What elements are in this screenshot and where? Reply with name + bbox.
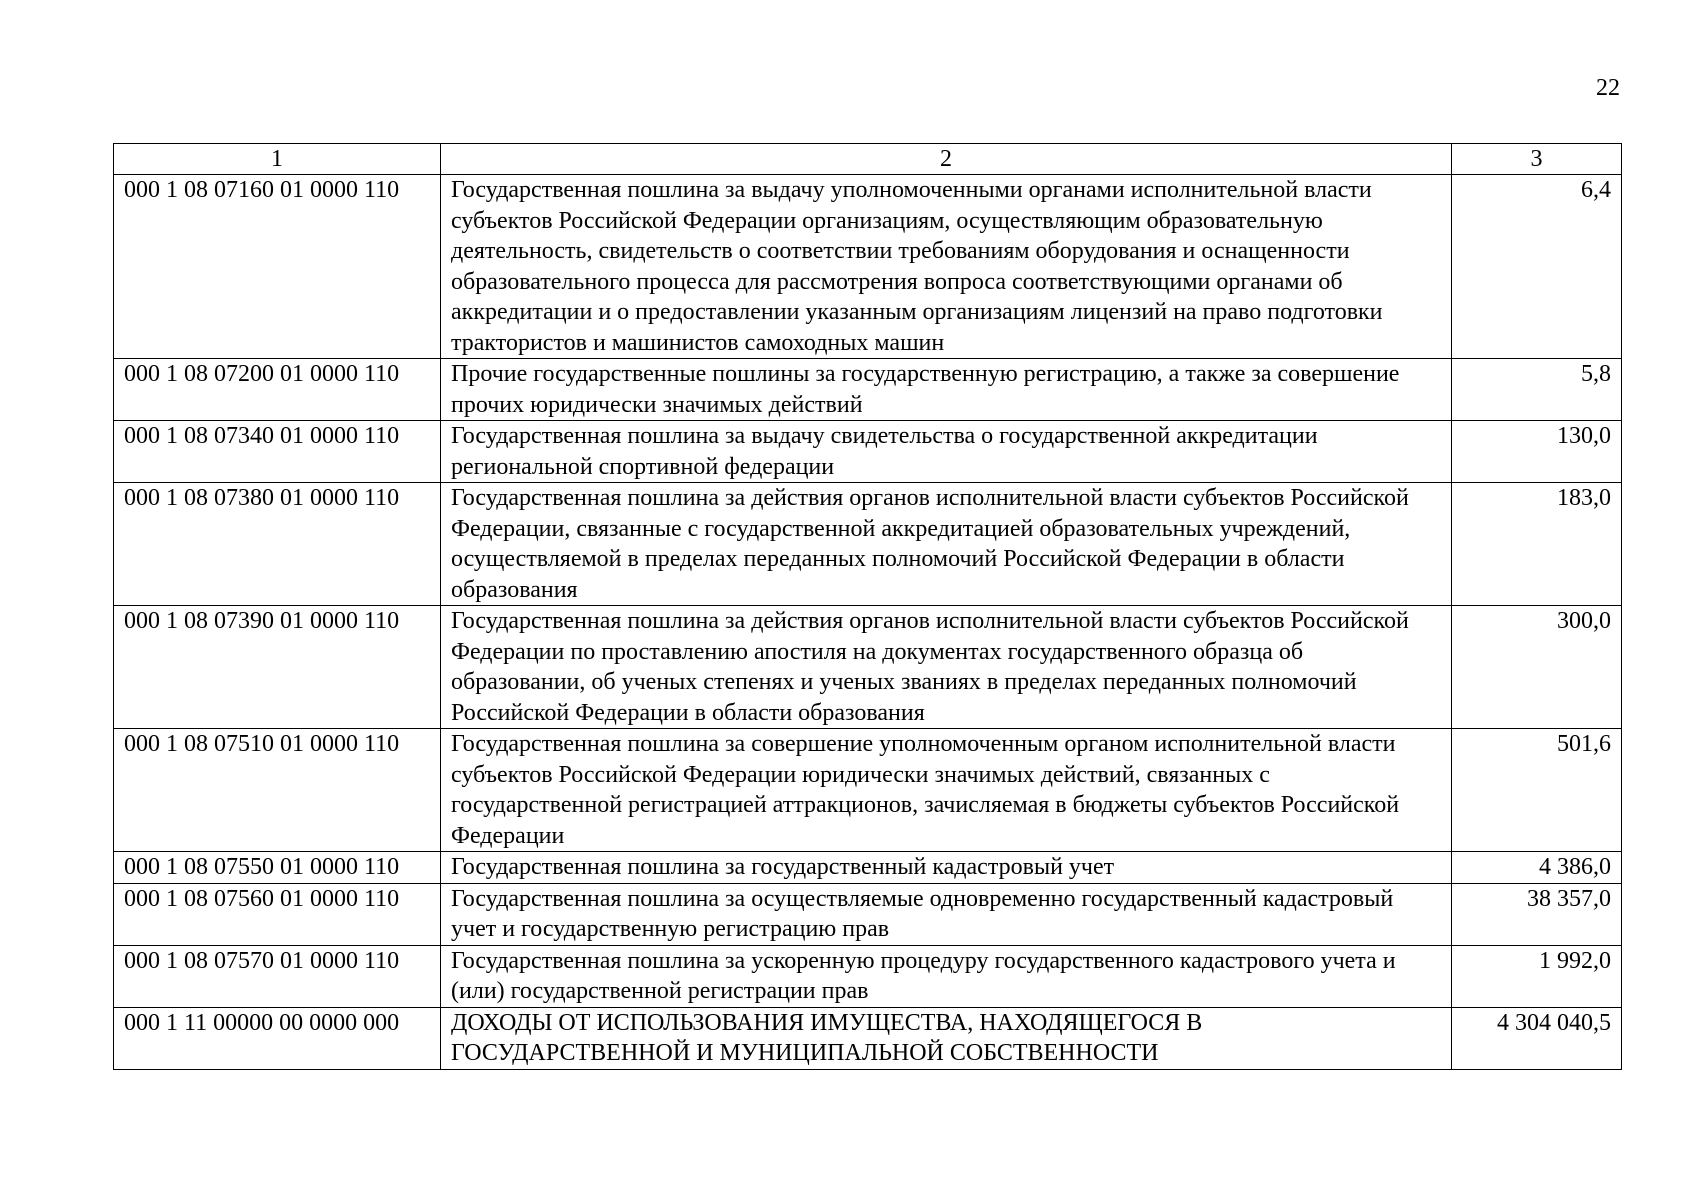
row-amount: 130,0 bbox=[1452, 421, 1622, 483]
row-amount: 1 992,0 bbox=[1452, 945, 1622, 1007]
row-code: 000 1 08 07550 01 0000 110 bbox=[114, 852, 441, 884]
column-header-code: 1 bbox=[114, 144, 441, 175]
table-row bbox=[114, 421, 1622, 483]
column-header-description: 2 bbox=[441, 144, 1452, 175]
row-code: 000 1 08 07560 01 0000 110 bbox=[114, 883, 441, 945]
row-code: 000 1 08 07380 01 0000 110 bbox=[114, 483, 441, 606]
row-amount: 300,0 bbox=[1452, 606, 1622, 729]
row-amount: 501,6 bbox=[1452, 729, 1622, 852]
table-row bbox=[114, 883, 1622, 945]
revenue-table bbox=[113, 143, 1622, 1070]
table-row bbox=[114, 606, 1622, 729]
table-row bbox=[114, 359, 1622, 421]
table-row bbox=[114, 945, 1622, 1007]
row-code: 000 1 08 07570 01 0000 110 bbox=[114, 945, 441, 1007]
row-code: 000 1 08 07340 01 0000 110 bbox=[114, 421, 441, 483]
column-header-amount: 3 bbox=[1452, 144, 1622, 175]
table-header-row bbox=[114, 144, 1622, 175]
row-description: Государственная пошлина за совершение уполномоченным органом исполнительной власти субъектов Российской Федерации юридически значимых действий, связанных с государственной регистрацией аттракционов, зачисляемая в бюджеты субъектов Российской Федерации bbox=[441, 729, 1452, 852]
row-code: 000 1 11 00000 00 0000 000 bbox=[114, 1007, 441, 1069]
row-description: Государственная пошлина за выдачу уполномоченными органами исполнительной власти субъектов Российской Федерации организациям, осуществляющим образовательную деятельность, свидетельств о соответствии требованиям оборудования и оснащенности образовательного процесса для рассмотрения вопроса соответствующими органами об аккредитации и о предоставлении указанным организациям лицензий на право подготовки трактористов и машинистов самоходных машин bbox=[441, 175, 1452, 359]
row-code: 000 1 08 07390 01 0000 110 bbox=[114, 606, 441, 729]
row-amount: 6,4 bbox=[1452, 175, 1622, 359]
table-row bbox=[114, 729, 1622, 852]
table-row bbox=[114, 852, 1622, 884]
row-description: Государственная пошлина за действия органов исполнительной власти субъектов Российской Федерации по проставлению апостиля на документах государственного образца об образовании, об ученых степенях и ученых званиях в пределах переданных полномочий Российской Федерации в области образования bbox=[441, 606, 1452, 729]
row-description: Государственная пошлина за действия органов исполнительной власти субъектов Российской Федерации, связанные с государственной аккредитацией образовательных учреждений, осуществляемой в пределах переданных полномочий Российской Федерации в области образования bbox=[441, 483, 1452, 606]
row-description: ДОХОДЫ ОТ ИСПОЛЬЗОВАНИЯ ИМУЩЕСТВА, НАХОДЯЩЕГОСЯ В ГОСУДАРСТВЕННОЙ И МУНИЦИПАЛЬНОЙ СОБСТВЕННОСТИ bbox=[441, 1007, 1452, 1069]
row-description: Государственная пошлина за осуществляемые одновременно государственный кадастровый учет и государственную регистрацию прав bbox=[441, 883, 1452, 945]
row-code: 000 1 08 07510 01 0000 110 bbox=[114, 729, 441, 852]
table-row bbox=[114, 175, 1622, 359]
row-amount: 183,0 bbox=[1452, 483, 1622, 606]
row-description: Прочие государственные пошлины за государственную регистрацию, а также за совершение прочих юридически значимых действий bbox=[441, 359, 1452, 421]
row-description: Государственная пошлина за выдачу свидетельства о государственной аккредитации региональной спортивной федерации bbox=[441, 421, 1452, 483]
page-number: 22 bbox=[1596, 75, 1620, 101]
row-description: Государственная пошлина за государственный кадастровый учет bbox=[441, 852, 1452, 884]
table-row bbox=[114, 1007, 1622, 1069]
row-amount: 4 304 040,5 bbox=[1452, 1007, 1622, 1069]
row-description: Государственная пошлина за ускоренную процедуру государственного кадастрового учета и (или) государственной регистрации прав bbox=[441, 945, 1452, 1007]
row-amount: 5,8 bbox=[1452, 359, 1622, 421]
row-code: 000 1 08 07200 01 0000 110 bbox=[114, 359, 441, 421]
row-amount: 4 386,0 bbox=[1452, 852, 1622, 884]
table-row bbox=[114, 483, 1622, 606]
row-amount: 38 357,0 bbox=[1452, 883, 1622, 945]
row-code: 000 1 08 07160 01 0000 110 bbox=[114, 175, 441, 359]
